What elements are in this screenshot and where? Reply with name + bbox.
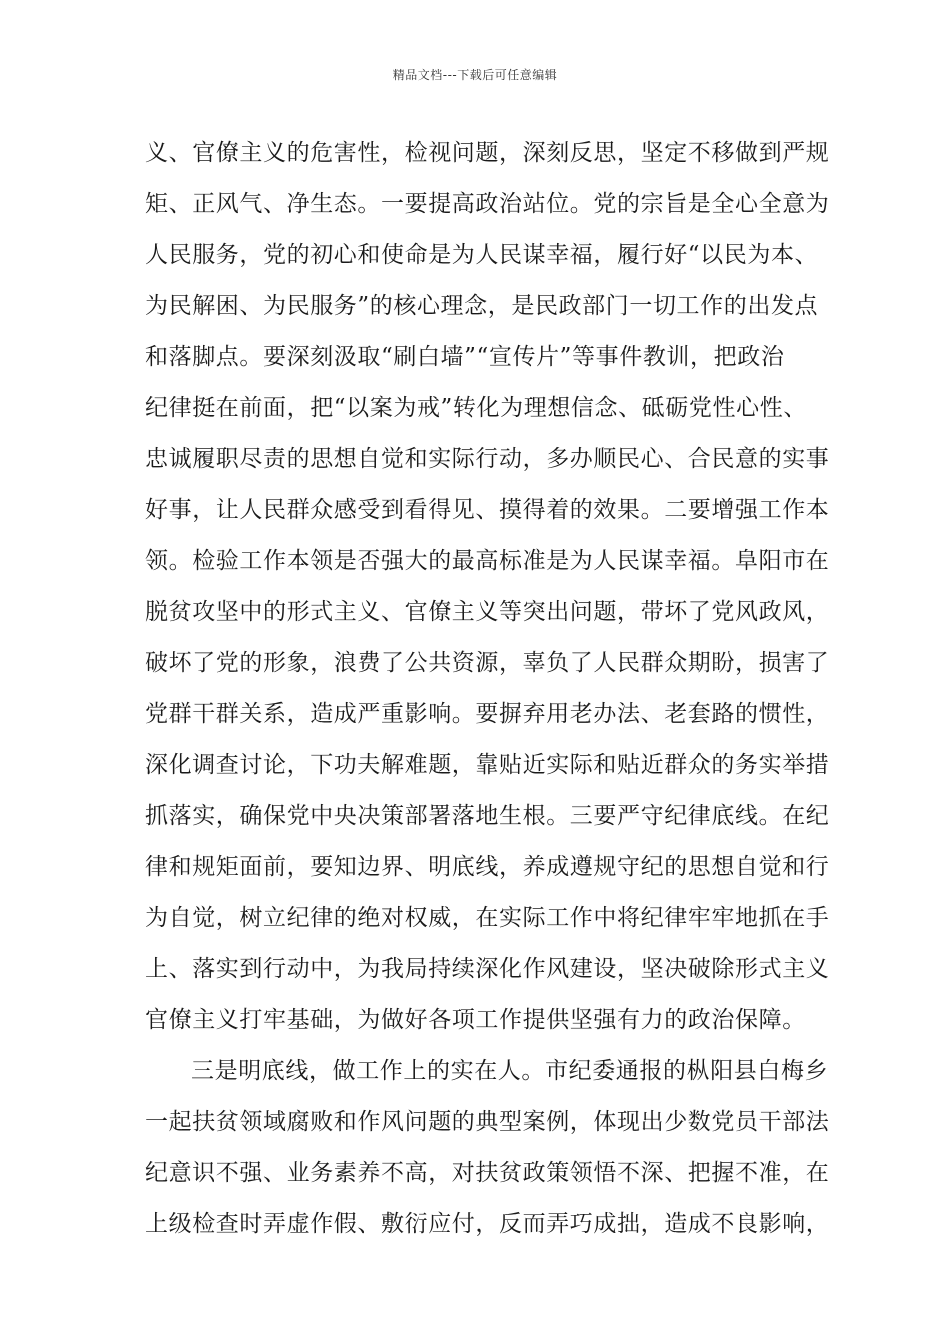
text-line: 一起扶贫领域腐败和作风问题的典型案例，体现出少数党员干部法 — [145, 1109, 830, 1135]
text-line: 上级检查时弄虚作假、敷衍应付，反而弄巧成拙，造成不良影响， — [145, 1211, 830, 1237]
text-line: 义、官僚主义的危害性，检视问题，深刻反思，坚定不移做到严规 — [145, 140, 830, 166]
text-line: 为民解困、为民服务”的核心理念，是民政部门一切工作的出发点 — [145, 293, 819, 319]
text-line: 为自觉，树立纪律的绝对权威，在实际工作中将纪律牢牢地抓在手 — [145, 905, 830, 931]
text-line: 纪律挺在前面，把“以案为戒”转化为理想信念、砥砺党性心性、 — [145, 395, 807, 421]
paragraph-first-line: 三是明底线，做工作上的实在人。市纪委通报的枞阳县白梅乡 — [191, 1058, 829, 1084]
text-line: 纪意识不强、业务素养不高，对扶贫政策领悟不深、把握不准，在 — [145, 1160, 830, 1186]
text-line: 上、落实到行动中，为我局持续深化作风建设，坚决破除形式主义 — [145, 956, 830, 982]
text-line: 官僚主义打牢基础，为做好各项工作提供坚强有力的政治保障。 — [145, 1007, 806, 1033]
text-line: 忠诚履职尽责的思想自觉和实际行动，多办顺民心、合民意的实事 — [145, 446, 830, 472]
page-header: 精品文档---下载后可任意编辑 — [392, 68, 558, 82]
text-line: 抓落实，确保党中央决策部署落地生根。三要严守纪律底线。在纪 — [145, 803, 830, 829]
text-line: 脱贫攻坚中的形式主义、官僚主义等突出问题，带坏了党风政风， — [145, 599, 830, 625]
text-line: 领。检验工作本领是否强大的最高标准是为人民谋幸福。阜阳市在 — [145, 548, 830, 574]
text-line: 和落脚点。要深刻汲取“刷白墙”“宣传片”等事件教训，把政治 — [145, 344, 785, 370]
text-line: 党群干群关系，造成严重影响。要摒弃用老办法、老套路的惯性， — [145, 701, 830, 727]
text-line: 破坏了党的形象，浪费了公共资源，辜负了人民群众期盼，损害了 — [145, 650, 830, 676]
document-body — [145, 133, 830, 1255]
text-line: 矩、正风气、净生态。一要提高政治站位。党的宗旨是全心全意为 — [145, 191, 830, 217]
text-line: 好事，让人民群众感受到看得见、摸得着的效果。二要增强工作本 — [145, 497, 830, 523]
text-line: 人民服务，党的初心和使命是为人民谋幸福，履行好“以民为本、 — [145, 242, 819, 268]
text-line: 深化调查讨论，下功夫解难题，靠贴近实际和贴近群众的务实举措 — [145, 752, 830, 778]
text-line: 律和规矩面前，要知边界、明底线，养成遵规守纪的思想自觉和行 — [145, 854, 830, 880]
